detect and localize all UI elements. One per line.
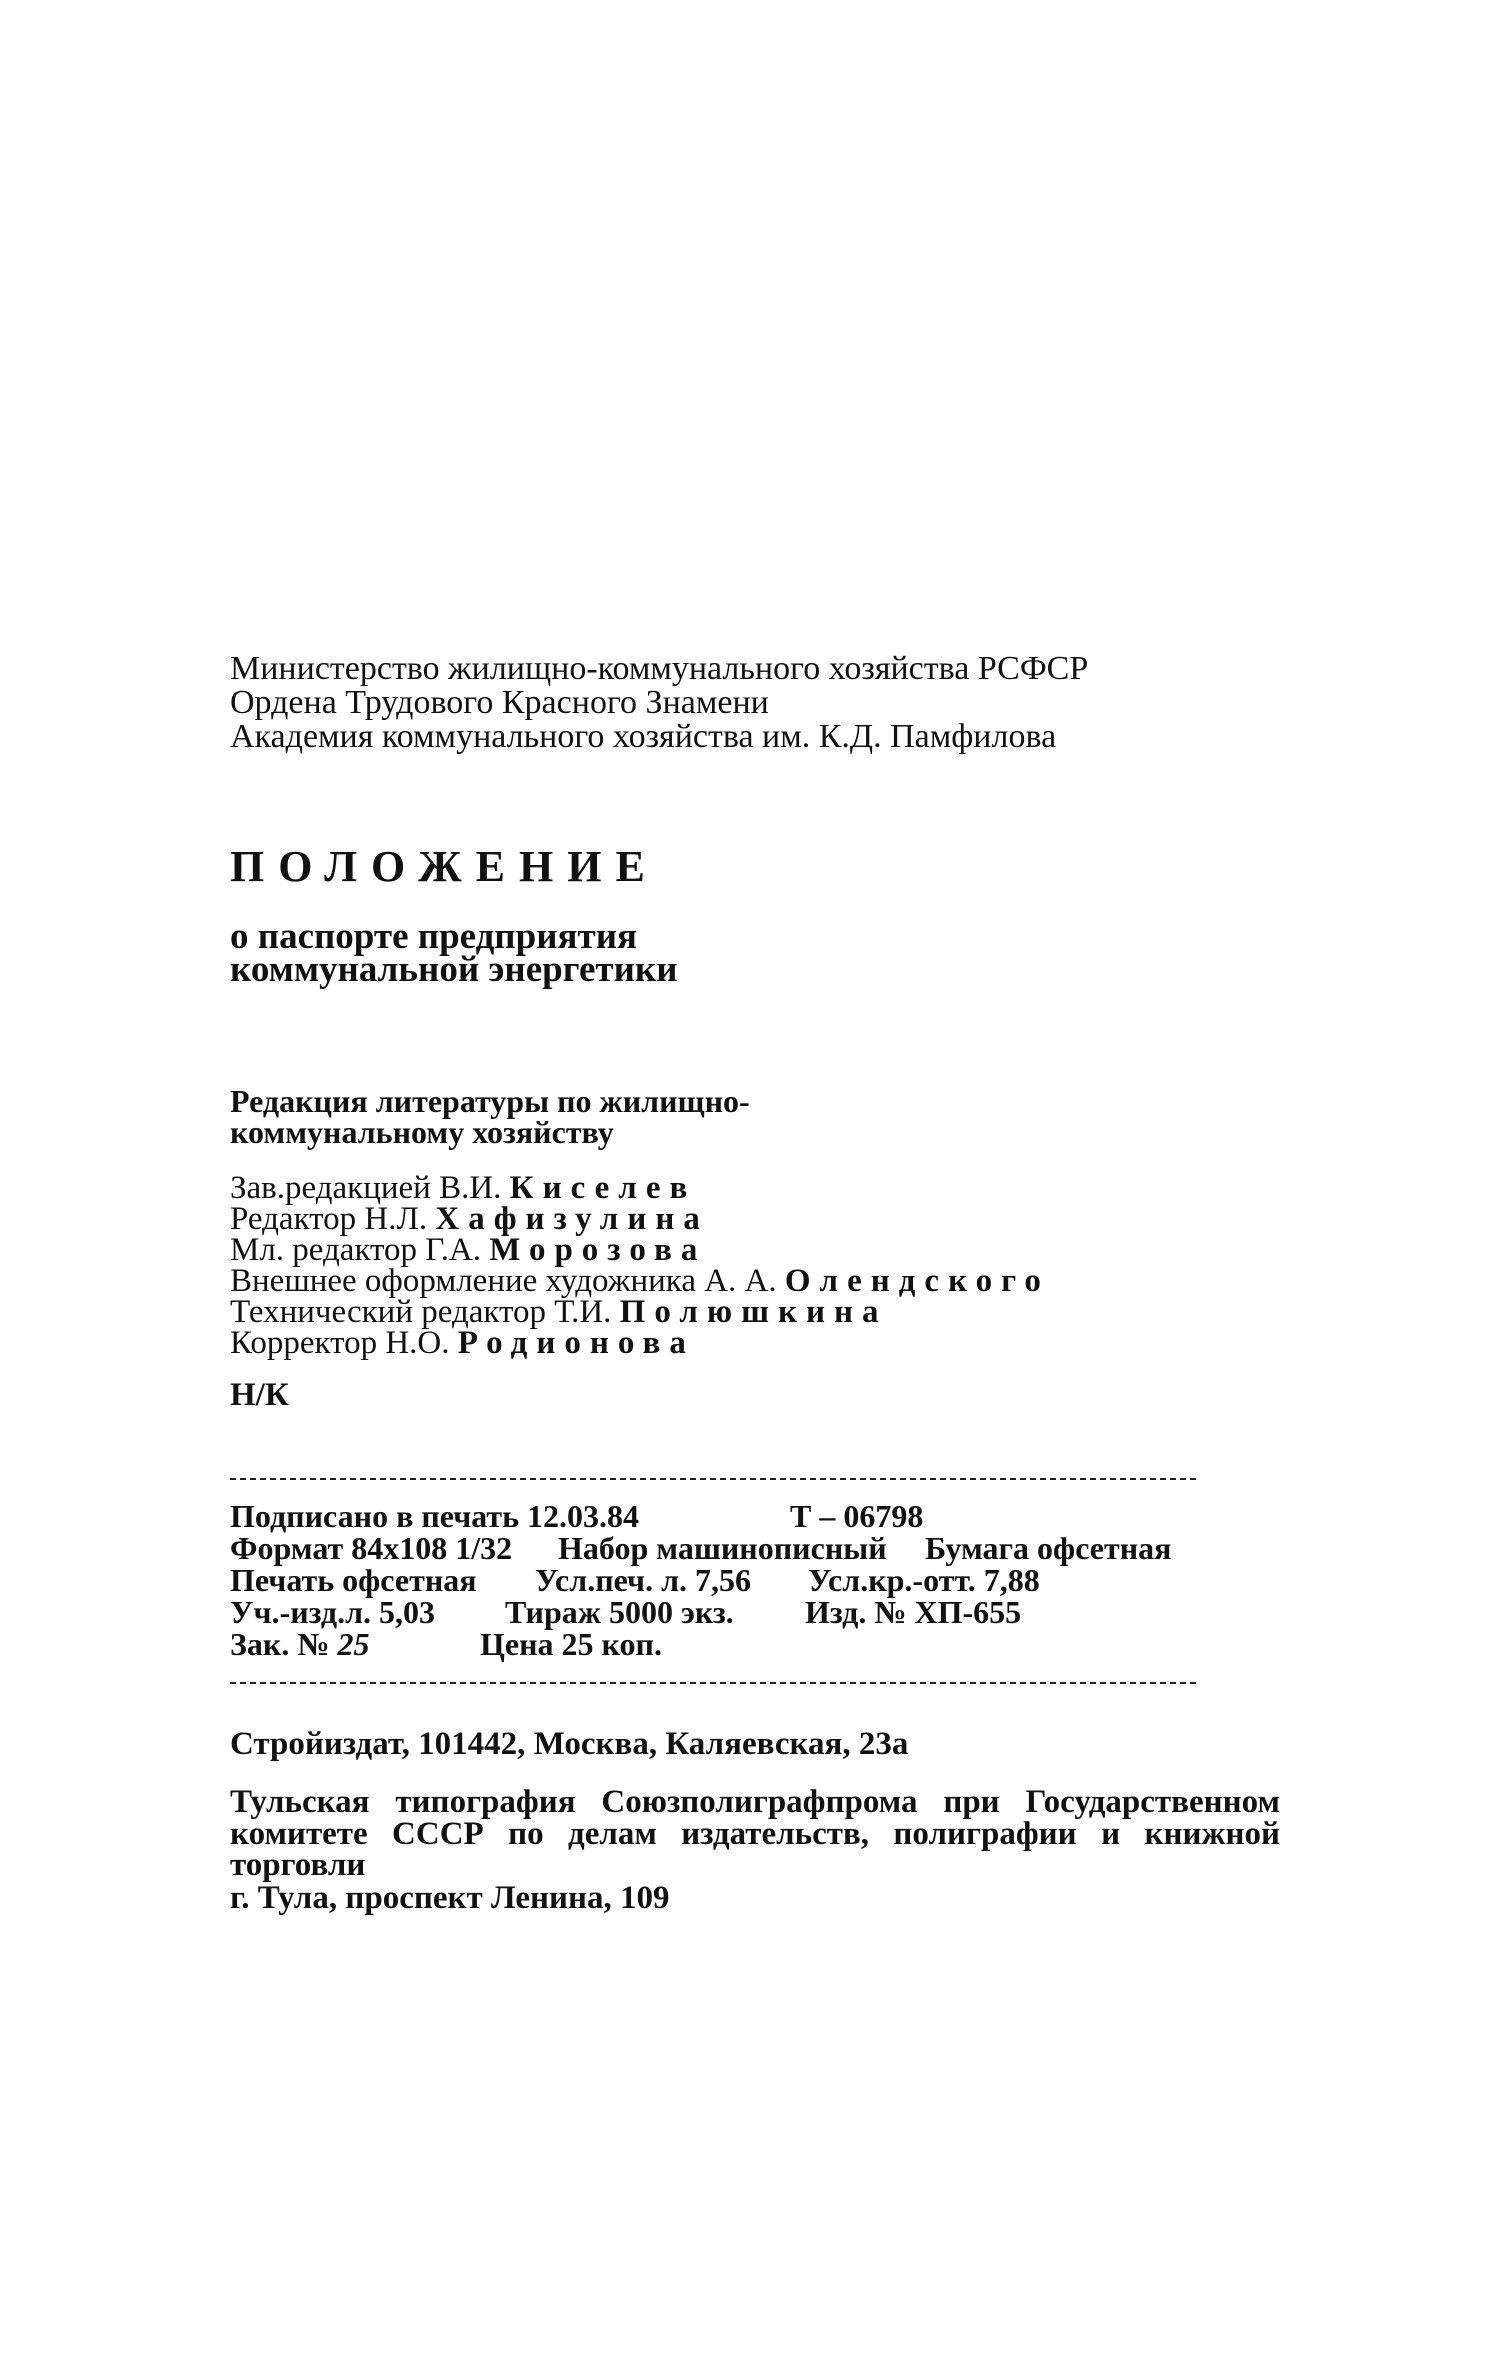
paper: Бумага офсетная (925, 1530, 1172, 1566)
editorial-line2: коммунальному хозяйству (230, 1114, 614, 1150)
divider-top (230, 1478, 1196, 1480)
staff-role: Редактор Н.Л. (230, 1201, 428, 1237)
print-code: Т – 06798 (790, 1498, 924, 1534)
format: Формат 84х108 1/32 (230, 1530, 513, 1566)
printer-line2: комитете СССР по делам издательств, полиграфии и книжной (230, 1816, 1280, 1852)
order-line: Ордена Трудового Красного Знамени (230, 684, 769, 721)
document-subtitle-line1: о паспорте предприятия (230, 916, 638, 957)
staff-role: Внешнее оформление художника А. А. (230, 1263, 777, 1299)
print-sheets: Усл.печ. л. 7,56 (535, 1562, 752, 1598)
staff-name: Родионова (457, 1325, 695, 1361)
staff-role: Технический редактор Т.И. (230, 1294, 612, 1330)
typesetting: Набор машинописный (558, 1530, 887, 1566)
color-proofs: Усл.кр.-отт. 7,88 (808, 1562, 1040, 1598)
ministry-line: Министерство жилищно-коммунального хозяйства РСФСР (230, 650, 1089, 687)
staff-role: Мл. редактор Г.А. (230, 1232, 481, 1268)
print-run: Тираж 5000 экз. (505, 1594, 734, 1630)
staff-name: Морозова (489, 1232, 707, 1268)
price: Цена 25 коп. (480, 1626, 662, 1662)
divider-bottom (230, 1682, 1196, 1684)
printer-line1: Тульская типография Союзполиграфпрома при Государственном (230, 1784, 1280, 1820)
academy-line: Академия коммунального хозяйства им. К.Д. Памфилова (230, 718, 1057, 755)
order-value: 25 (337, 1626, 370, 1662)
staff-role: Зав.редакцией В.И. (230, 1170, 502, 1206)
document-title: ПОЛОЖЕНИЕ (230, 842, 659, 891)
printing-method: Печать офсетная (230, 1562, 477, 1598)
edit-sheets: Уч.-изд.л. 5,03 (230, 1594, 436, 1630)
publisher-address: Стройиздат, 101442, Москва, Каляевская, 23а (230, 1726, 909, 1762)
signed-date: Подписано в печать 12.03.84 (230, 1498, 640, 1534)
editorial-line1: Редакция литературы по жилищно- (230, 1083, 750, 1119)
staff-name: Хафизулина (435, 1201, 709, 1237)
nk-mark: Н/К (230, 1377, 289, 1413)
staff-row (230, 1327, 695, 1360)
document-subtitle-line2: коммунальной энергетики (230, 949, 678, 990)
edition-number: Изд. № ХП-655 (805, 1594, 1022, 1630)
printer-address: г. Тула, проспект Ленина, 109 (230, 1880, 670, 1916)
printer-line3: торговли (230, 1847, 366, 1883)
order-label: Зак. № (230, 1626, 330, 1662)
staff-name: Олендского (784, 1263, 1050, 1299)
order-number (230, 1628, 369, 1660)
staff-role: Корректор Н.О. (230, 1325, 450, 1361)
staff-name: Полюшкина (619, 1294, 888, 1330)
staff-name: Киселев (509, 1170, 697, 1206)
